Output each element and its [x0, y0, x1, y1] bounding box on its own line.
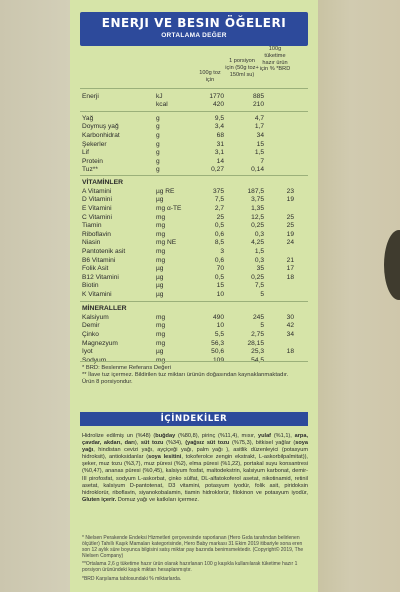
nutrient-unit: mg [156, 330, 166, 338]
minerals-title: MİNERALLER [82, 305, 127, 312]
nutrient-name: Magnezyum [82, 339, 118, 347]
vitamins-title: VİTAMİNLER [82, 179, 124, 186]
nutrient-v2: 210 [252, 101, 264, 109]
nutrient-name: C Vitamini [82, 213, 112, 221]
nutrient-name: Riboflavin [82, 230, 111, 238]
nutrient-name: Folik Asit [82, 265, 109, 273]
nutrient-row [82, 123, 308, 132]
nutrient-v2: 0,3 [254, 230, 264, 238]
vitamin-table [82, 178, 308, 299]
nutrient-row [82, 196, 308, 205]
nutrient-row [82, 166, 308, 175]
nutrient-v1: 8,5 [214, 239, 224, 247]
nutrient-v2: 5 [260, 290, 264, 298]
nutrient-v3: 25 [286, 213, 294, 221]
nutrient-v1: 2,7 [214, 204, 224, 212]
nutrient-v1: 1770 [209, 92, 224, 100]
nutrient-v1: 50,6 [211, 348, 224, 356]
ingredients-part: (%34), [163, 440, 186, 447]
nutrient-v3: 42 [286, 322, 294, 330]
divider [80, 88, 308, 89]
nutrient-v3: 25 [286, 222, 294, 230]
footnote-salt: ** İlave tuz içermez. Bildirilen tuz miktarı ürünün doğasından kaynaklanmaktadır. [82, 372, 289, 379]
ingredients-part: , hindistan cevizi yağı, ayçiçeği yağı, palm yağı ), asitlik düzenleyici (potasyum hidroksit), antioksidanlar ( [82, 447, 308, 461]
nutrient-unit: mg [156, 213, 166, 221]
nutrient-v2: 28,15 [247, 339, 264, 347]
nutrient-v3: 34 [286, 330, 294, 338]
nutrition-subtitle: ORTALAMA DEĞER [161, 32, 227, 39]
nutrient-v1: 490 [212, 313, 224, 321]
nutrient-name: D Vitamini [82, 196, 112, 204]
nutrient-v1: 14 [216, 157, 224, 165]
ingredients-part: (%75,3), bitkisel yağlar ( [229, 440, 296, 447]
nutrient-row [82, 204, 308, 213]
nutrient-name: Kalsiyum [82, 313, 109, 321]
nutrient-row [82, 157, 308, 166]
nutrient-v2: 0,14 [251, 166, 264, 174]
nutrient-v1: 0,5 [214, 273, 224, 281]
nutrient-v3: 17 [286, 265, 294, 273]
nutrient-v2: 4,25 [251, 239, 264, 247]
nutrient-name: Lif [82, 149, 89, 157]
nutrient-unit: g [156, 149, 160, 157]
nutrient-name: Tuz** [82, 166, 98, 174]
nutrition-header [80, 12, 308, 46]
nutrient-unit: µg [156, 348, 164, 356]
nutrient-v1: 0,6 [214, 256, 224, 264]
nutrient-row [82, 264, 308, 273]
nutrient-v2: 187,5 [247, 187, 264, 195]
nutrient-v3: 21 [286, 256, 294, 264]
nutrient-unit: mg [156, 247, 166, 255]
column-head-brd: 100g tüketime hazır ürün için % *BRD [259, 46, 291, 73]
nutrient-row [82, 101, 308, 110]
nutrient-v2: 35 [256, 265, 264, 273]
nutrient-unit: g [156, 140, 160, 148]
nutrient-row [82, 230, 308, 239]
nutrient-name: Şekerler [82, 140, 107, 148]
nutrient-name: B6 Vitamini [82, 256, 116, 264]
nutrient-name: Çinko [82, 330, 99, 338]
table-footnotes [82, 365, 308, 387]
nutrient-row [82, 213, 308, 222]
nutrient-v2: 245 [252, 313, 264, 321]
ingredients-part: (%80,8), pirinç (%11,4), mısır, [175, 433, 258, 439]
nutrient-v1: 3,4 [214, 123, 224, 131]
nutrient-row [82, 148, 308, 157]
nutrient-name: B12 Vitamini [82, 273, 119, 281]
nutrient-v2: 34 [256, 131, 264, 139]
nutrient-v3: 19 [286, 196, 294, 204]
nutrient-row [82, 114, 308, 123]
footnote-portions: Ürün 8 porsiyondur. [82, 379, 133, 386]
nutrient-row [82, 256, 308, 265]
nutrient-v1: 10 [216, 290, 224, 298]
nutrient-name: Niasin [82, 239, 101, 247]
nutrient-v1: 25 [216, 213, 224, 221]
nutrient-name: Yağ [82, 114, 94, 122]
nutrition-panel [70, 0, 318, 592]
nutrient-unit: mg α-TE [156, 204, 182, 212]
nutrient-row [82, 322, 308, 331]
nutrient-unit: µg [156, 196, 164, 204]
nutrient-v3: 19 [286, 230, 294, 238]
allergen: yulaf [257, 433, 272, 439]
nutrient-v2: 4,7 [254, 114, 264, 122]
allergen: arpa, çavdar, akdarı, darı [82, 433, 309, 447]
nutrient-name: Demir [82, 322, 100, 330]
nutrient-v3: 24 [286, 239, 294, 247]
nutrient-v2: 7 [260, 157, 264, 165]
nutrient-row [82, 131, 308, 140]
nutrient-unit: g [156, 166, 160, 174]
nutrient-name: A Vitamini [82, 187, 112, 195]
nutrient-row [82, 187, 308, 196]
nutrient-v2: 1,35 [251, 204, 264, 212]
nutrient-unit: kcal [156, 101, 168, 109]
nutrient-v2: 1,5 [254, 247, 264, 255]
nutrient-name: İyot [82, 348, 93, 356]
nutrient-v2: 25,3 [251, 348, 264, 356]
reference-notes [82, 535, 308, 582]
nutrient-v2: 5 [260, 322, 264, 330]
reference-portion: **Ortalama 2,6 g tüketime hazır ürün olarak hazırlanan 100 g kaşıkla kullanılarak tüketime hazır 1 porsiyon ürünündeki kaşık miktarı hesaplanmıştır. [82, 561, 298, 574]
column-head-100g: 100g toz için [199, 70, 221, 83]
divider [80, 361, 308, 362]
macro-table [82, 114, 308, 174]
nutrient-unit: mg [156, 322, 166, 330]
divider [80, 301, 308, 302]
nutrient-row [82, 313, 308, 322]
nutrient-unit: mg NE [156, 239, 177, 247]
nutrient-unit: g [156, 131, 160, 139]
ingredients-text [82, 433, 308, 504]
nutrient-unit: µg [156, 265, 164, 273]
nutrient-name: Enerji [82, 92, 99, 100]
package-left-edge [0, 0, 70, 592]
nutrient-v1: 68 [216, 131, 224, 139]
ingredients-title: İÇİNDEKİLER [80, 412, 308, 426]
nutrient-row [82, 282, 308, 291]
nutrient-unit: mg [156, 313, 166, 321]
nutrient-v2: 1,5 [254, 149, 264, 157]
allergen: süt tozu [140, 440, 164, 447]
nutrient-unit: mg [156, 339, 166, 347]
nutrient-v1: 0,5 [214, 222, 224, 230]
package-right-edge [318, 0, 400, 592]
nutrient-v2: 1,7 [254, 123, 264, 131]
nutrient-v1: 10 [216, 322, 224, 330]
nutrient-v1: 31 [216, 140, 224, 148]
nutrient-unit: mg [156, 222, 166, 230]
nutrition-title: ENERJI VE BESIN ÖĞELERI [101, 16, 287, 30]
nutrient-v3: 18 [286, 348, 294, 356]
nutrient-v2: 0,3 [254, 256, 264, 264]
nutrient-v2: 3,75 [251, 196, 264, 204]
nutrient-unit: mg [156, 230, 166, 238]
nutrient-v2: 0,25 [251, 273, 264, 281]
nutrient-v1: 3 [220, 247, 224, 255]
nutrient-v1: 0,27 [211, 166, 224, 174]
nutrient-v1: 0,6 [214, 230, 224, 238]
reference-brd: *BRD Karşılama tablosundaki % miktarlarda. [82, 575, 182, 582]
nutrient-v2: 12,5 [251, 213, 264, 221]
allergen: (yağsız süt tozu [185, 440, 230, 447]
nutrient-row [82, 92, 308, 101]
column-head-portion: 1 porsiyon için (50g toz+ 150ml su) [225, 58, 259, 78]
nutrient-unit: µg [156, 273, 164, 281]
nutrient-v3: 30 [286, 313, 294, 321]
allergen: buğday [155, 433, 176, 439]
nutrient-name: Karbonhidrat [82, 131, 120, 139]
energy-table [82, 92, 308, 109]
ingredients-part: ), [134, 440, 141, 447]
nutrient-v1: 3,1 [214, 149, 224, 157]
allergen: soya yağı [82, 440, 308, 454]
nutrient-row [82, 247, 308, 256]
nutrient-row [82, 140, 308, 149]
nutrient-row [82, 347, 308, 356]
nutrient-unit: mg [156, 256, 166, 264]
nutrient-v3: 23 [286, 187, 294, 195]
mineral-table [82, 304, 308, 365]
footnote-brd: * BRD: Beslenme Referans Değeri [82, 365, 171, 371]
nutrient-name: E Vitamini [82, 204, 112, 212]
allergen: Gluten içerir. [82, 496, 117, 503]
nutrient-unit: µg [156, 290, 164, 298]
nutrient-row [82, 221, 308, 230]
nutrient-v3: 18 [286, 273, 294, 281]
nutrient-v1: 375 [212, 187, 224, 195]
reference-nielsen: * Nielsen Perakende Endeksi Hizmetleri çerçevesinde raporlanan (Hero Gıda tarafından belirlenen ölçütler) Tahıllı Kaşık Mamaları kategorisinde, Hero Baby markası 31 Ekim 2019 itibariyle sona eren son 12 aylık süre boyunca bilgisini satış miktar pay bazında benimsmektedir. (Copyright© 2019, The Nielsen Company) [82, 535, 304, 560]
nutrient-unit: g [156, 123, 160, 131]
nutrient-v1: 15 [216, 282, 224, 290]
nutrient-name: K Vitamini [82, 290, 112, 298]
allergen: soya lesitini [148, 454, 182, 461]
nutrient-name: Doymuş yağ [82, 123, 119, 131]
nutrient-unit: µg RE [156, 187, 175, 195]
nutrient-row [82, 339, 308, 348]
ingredients-part: , tokoferolce zengin ekstrakt, L-askorbilpalmitat)), şeker, muz tozu (%3,7), muz püresi (%2), elma püresi (%1,22), portakal suyu konsantresi (%0,47), ananas püresi (%0,45), kalsiyum fosfat, maltodekstrin, kalsiyum karbonat, demir-III pirofosfat, sodyum L-askorbat, çinko sülfat, DL-alfatokoferol asetat, nikotinamid, retinil asetat, kalsiyum D-pantotenat, D3 vitamini, potasyum iyodür, folik asit, piridoksin hidroklorür, riboflavin, siyanokobalamin, tiamin hidroklorür, filokinon ve potasyum iyodür, [82, 454, 308, 496]
ingredients-part: (%1,1), [271, 433, 295, 439]
nutrient-v1: 5,5 [214, 330, 224, 338]
nutrient-name: Biotin [82, 282, 99, 290]
divider [80, 175, 308, 176]
nutrient-unit: g [156, 157, 160, 165]
nutrient-v1: 9,5 [214, 114, 224, 122]
ingredients-part: Hidrolize edilmiş un (%48) ( [82, 433, 156, 439]
ingredients-part: Domuz yağı ve katkıları içermez. [116, 496, 199, 503]
nutrient-row [82, 239, 308, 248]
nutrient-v1: 420 [212, 101, 224, 109]
nutrient-v2: 0,25 [251, 222, 264, 230]
divider [80, 111, 308, 112]
nutrient-v1: 70 [216, 265, 224, 273]
nutrient-v1: 56,3 [211, 339, 224, 347]
nutrient-row [82, 273, 308, 282]
nutrient-unit: kJ [156, 92, 163, 100]
nutrient-v2: 7,5 [254, 282, 264, 290]
nutrient-unit: g [156, 114, 160, 122]
nutrient-name: Protein [82, 157, 103, 165]
nutrient-row [82, 330, 308, 339]
nutrient-name: Tiamin [82, 222, 102, 230]
nutrient-v1: 7,5 [214, 196, 224, 204]
nutrient-v2: 15 [256, 140, 264, 148]
nutrient-unit: µg [156, 282, 164, 290]
nutrient-v2: 2,75 [251, 330, 264, 338]
nutrient-name: Pantotenik asit [82, 247, 126, 255]
nutrient-v2: 885 [252, 92, 264, 100]
nutrient-row [82, 290, 308, 299]
